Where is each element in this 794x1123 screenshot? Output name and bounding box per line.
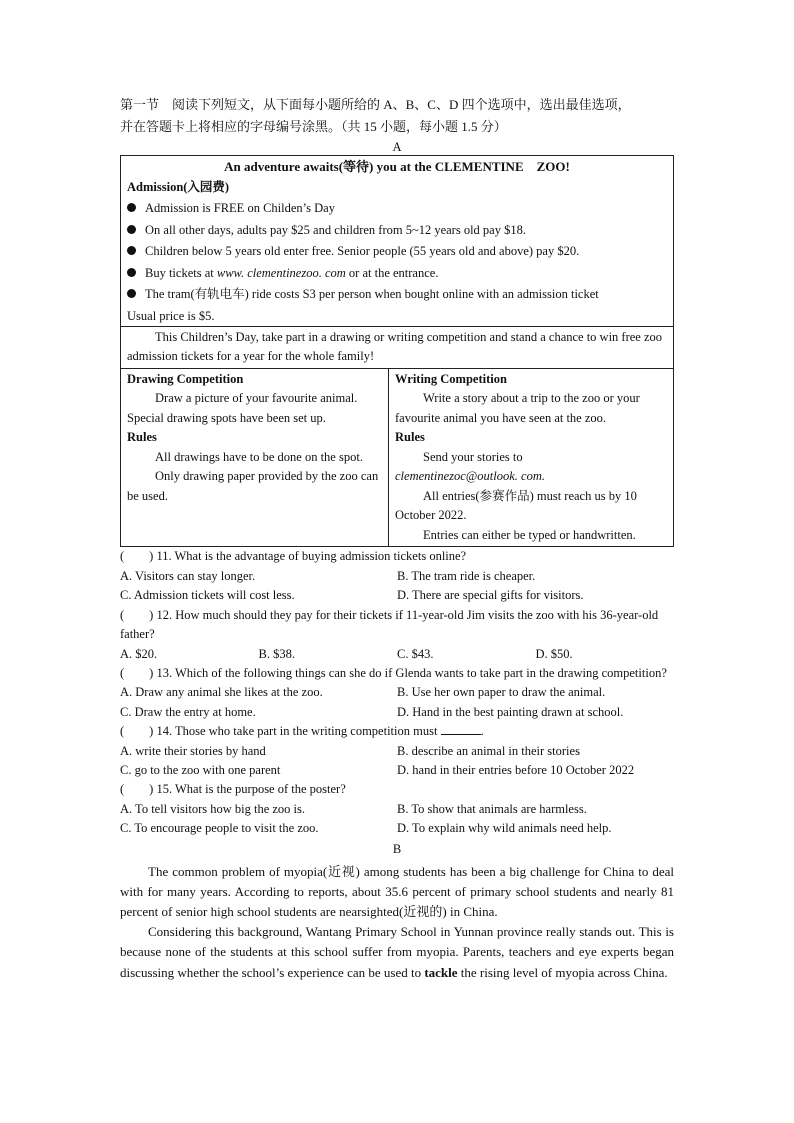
buy-text: Buy tickets at: [145, 265, 217, 280]
option-d[interactable]: D. There are special gifts for visitors.: [397, 588, 584, 603]
option-c[interactable]: C. Draw the entry at home.: [120, 704, 256, 719]
tram-text: The tram(有轨电车) ride costs S3 per person when bought online with an admission ticket: [145, 287, 599, 302]
bullet-dot-icon: [127, 225, 136, 234]
drawing-desc: Draw a picture of your favourite animal. Special drawing spots have been set up.: [127, 391, 358, 425]
poster-title: An adventure awaits(等待) you at the CLEMENTINE ZOO!: [224, 159, 570, 174]
option-b[interactable]: B. To show that animals are harmless.: [397, 801, 587, 816]
buy-text-end: or at the entrance.: [345, 265, 439, 280]
bullet-dot-icon: [127, 246, 136, 255]
drawing-rule-1: All drawings have to be done on the spot.: [155, 449, 363, 464]
childrens-day-cell: [121, 326, 674, 368]
answer-blank: [441, 722, 481, 735]
option-a[interactable]: A. To tell visitors how big the zoo is.: [120, 801, 305, 816]
drawing-competition-cell: [121, 368, 389, 547]
writing-rule-1: Send your stories to: [423, 449, 523, 464]
options-row: [120, 645, 674, 664]
writing-heading: Writing Competition: [395, 371, 507, 386]
admission-bullet: [127, 241, 667, 263]
question-stem-row: ( ) 14. Those who take part in the writing competition must .: [120, 724, 484, 739]
writing-rule-2: All entries(参赛作品) must reach us by 10 October 2022.: [395, 488, 637, 523]
drawing-rule-2: Only drawing paper provided by the zoo can be used.: [127, 469, 379, 503]
options-row: [120, 586, 674, 605]
options-row: [120, 742, 674, 761]
writing-rules-heading: Rules: [395, 430, 425, 445]
options-row: [120, 683, 674, 702]
question-stem: ( ) 14. Those who take part in the writing competition must: [120, 724, 438, 739]
instructions-line-1: 第一节 阅读下列短文，从下面每小题所给的 A、B、C、D 四个选项中，选出最佳选项，: [120, 97, 631, 112]
question-15: [120, 780, 674, 838]
paragraph-text: Considering this background, Wantang Primary School in Yunnan province really stands out. This is because none of the students at this school suffer from myopia. Parents, teachers and eye experts began discussing whether the school’s experience can be used to: [120, 924, 674, 980]
options-row: [120, 800, 674, 819]
question-14: [120, 722, 674, 780]
writing-competition-cell: [389, 368, 674, 547]
option-b[interactable]: B. describe an animal in their stories: [397, 743, 580, 758]
bullet-text: Admission is FREE on Childen’s Day: [145, 201, 335, 215]
bullet-text: On all other days, adults pay $25 and children from 5~12 years old pay $18.: [145, 222, 526, 237]
admission-bullet: [127, 284, 667, 306]
contact-email[interactable]: clementinezoc@outlook. com.: [395, 469, 545, 484]
option-a[interactable]: A. Draw any animal she likes at the zoo.: [120, 685, 323, 700]
childrens-day-text: This Children’s Day, take part in a drawing or writing competition and stand a chance to win free zoo admission tickets for a year for the whole family!: [127, 329, 663, 364]
question-stem: ( ) 15. What is the purpose of the poster?: [120, 782, 346, 797]
options-row: [120, 567, 674, 586]
question-11: [120, 547, 674, 605]
question-13: [120, 664, 674, 722]
question-stem: ( ) 12. How much should they pay for their tickets if 11-year-old Jim visits the zoo with his 36-year-old father?: [120, 607, 659, 642]
keyword-tackle: tackle: [424, 964, 458, 980]
zoo-poster: [120, 155, 674, 547]
bullet-text: Children below 5 years old enter free. Senior people (55 years old and above) pay $20.: [145, 244, 580, 259]
poster-main-cell: [121, 156, 674, 327]
paragraph-text-end: the rising level of myopia across China.: [457, 964, 668, 980]
option-a[interactable]: A. Visitors can stay longer.: [120, 568, 256, 583]
instructions-line-2: 并在答题卡上将相应的字母编号涂黑。（共 15 小题，每小题 1.5 分）: [120, 119, 507, 134]
writing-rule-3: Entries can either be typed or handwritten.: [423, 527, 636, 542]
passage-b-paragraph-1: The common problem of myopia(近视) among students has been a big challenge for China to deal with for many years. According to reports, about 35.6 percent of primary school students and nearly 81 percent of senior high school students are nearsighted(近视的) in China.: [120, 863, 674, 919]
option-b[interactable]: B. $38.: [258, 646, 295, 661]
bullet-dot-icon: [127, 268, 136, 277]
admission-heading: Admission(入园费): [127, 180, 230, 194]
passage-b-paragraph-2: [120, 922, 674, 983]
bullet-dot-icon: [127, 203, 136, 212]
admission-bullet: [127, 263, 667, 285]
question-stem: ( ) 13. Which of the following things can she do if Glenda wants to take part in the drawing competition?: [120, 665, 667, 680]
options-row: [120, 761, 674, 780]
option-b[interactable]: B. The tram ride is cheaper.: [397, 568, 536, 583]
exam-page: [120, 94, 674, 983]
section-instructions: [120, 94, 674, 138]
options-row: [120, 819, 674, 838]
passage-b-label: B: [392, 841, 402, 856]
admission-bullet: [127, 198, 667, 220]
drawing-heading: Drawing Competition: [127, 371, 244, 386]
drawing-rules-heading: Rules: [127, 430, 157, 445]
bullet-dot-icon: [127, 289, 136, 298]
admission-bullet: [127, 220, 667, 242]
question-12: [120, 606, 674, 664]
usual-price: Usual price is $5.: [127, 308, 215, 323]
question-stem: ( ) 11. What is the advantage of buying admission tickets online?: [120, 549, 467, 564]
option-b[interactable]: B. Use her own paper to draw the animal.: [397, 685, 606, 700]
passage-a-label: A: [392, 140, 402, 154]
option-a[interactable]: A. $20.: [120, 646, 158, 661]
website-link[interactable]: www. clementinezoo. com: [216, 265, 346, 280]
option-c[interactable]: C. go to the zoo with one parent: [120, 762, 281, 777]
option-d[interactable]: D. To explain why wild animals need help.: [397, 821, 612, 836]
writing-desc: Write a story about a trip to the zoo or your favourite animal you have seen at the zoo.: [395, 391, 640, 425]
option-c[interactable]: C. $43.: [397, 646, 434, 661]
option-d[interactable]: D. $50.: [535, 646, 573, 661]
option-d[interactable]: D. hand in their entries before 10 October 2022: [397, 762, 635, 777]
option-c[interactable]: C. Admission tickets will cost less.: [120, 588, 295, 603]
option-c[interactable]: C. To encourage people to visit the zoo.: [120, 821, 319, 836]
option-a[interactable]: A. write their stories by hand: [120, 743, 266, 758]
option-d[interactable]: D. Hand in the best painting drawn at school.: [397, 704, 624, 719]
options-row: [120, 703, 674, 722]
